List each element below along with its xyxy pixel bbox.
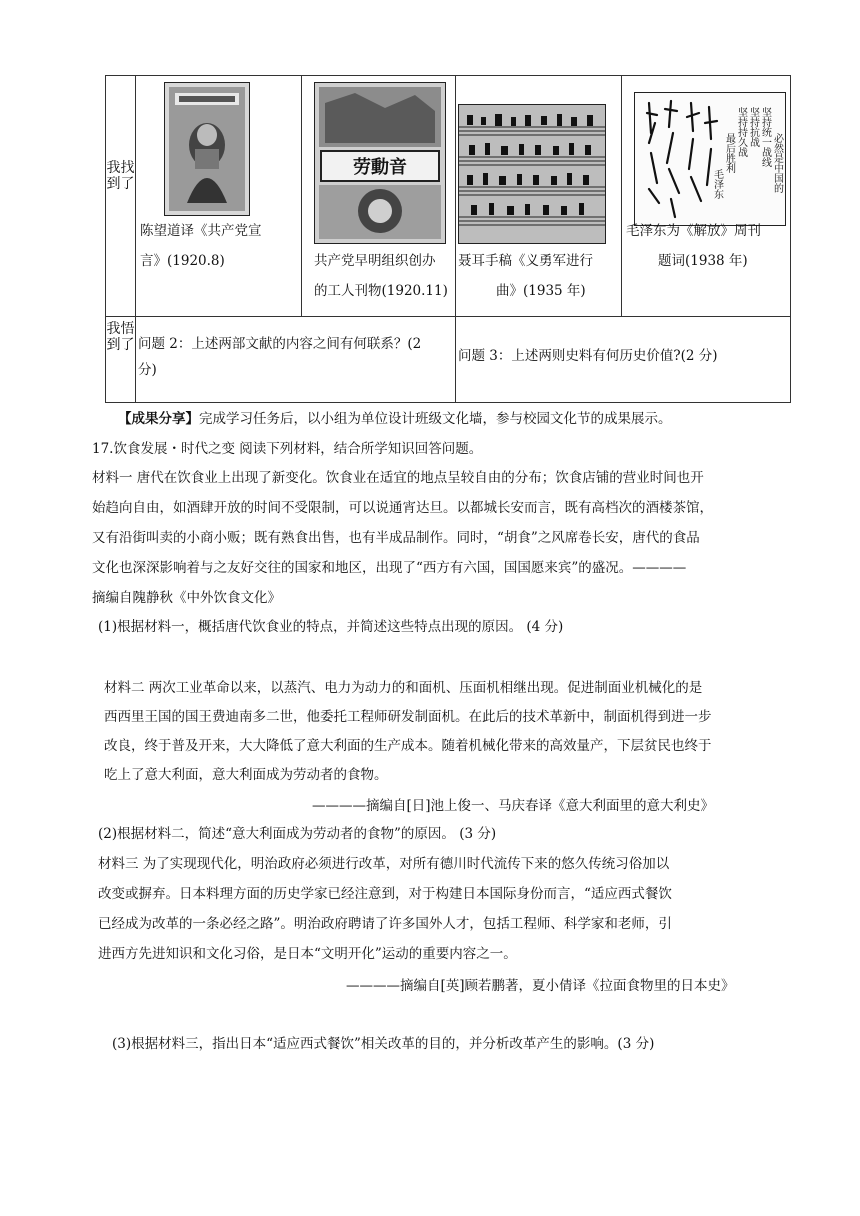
caption-march-line1: 聂耳手稿《义勇军进行 <box>458 253 593 269</box>
question-17-1: (1)根据材料一，概括唐代饮食业的特点，并简述这些特点出现的原因。 (4 分) <box>98 619 564 635</box>
question-3-cell <box>456 317 791 403</box>
inscription-text-5: 必然是中国的 <box>771 133 783 193</box>
material2-source: ————摘编自[日]池上俊一、马庆春译《意大利面里的意大利史》 <box>312 798 715 814</box>
material1-line3: 又有沿街叫卖的小商小贩；既有熟食出售，也有半成品制作。同时，“胡食”之风席卷长安，唐代的食品 <box>92 530 700 546</box>
question-2-line2: 分) <box>138 362 157 378</box>
material3-source: ————摘编自[英]顾若鹏著，夏小倩译《拉面食物里的日本史》 <box>346 978 735 994</box>
table-cell-manifesto <box>136 76 302 317</box>
material2-line1: 材料二 两次工业革命以来，以蒸汽、电力为动力的和面机、压面机相继出现。促进制面业机械化的是 <box>104 680 703 696</box>
caption-mao-line1: 毛泽东为《解放》周刊 <box>626 223 761 239</box>
source-table <box>105 75 791 403</box>
inscription-text-2: 坚持统一战线 <box>759 107 771 167</box>
labor-journal-title: 劳動音 <box>353 157 407 178</box>
row-label-realized: 我悟到了 <box>106 317 136 403</box>
caption-march-line2: 曲》(1935 年) <box>496 283 586 299</box>
material3-line4: 进西方先进知识和文化习俗，是日本“文明开化”运动的重要内容之一。 <box>98 946 517 962</box>
question-3-text: 问题 3：上述两则史料有何历史价值?(2 分) <box>458 348 718 364</box>
inscription-text-1: 坚持抗战 <box>747 107 759 147</box>
inscription-text-4: 最后胜利 <box>723 133 735 173</box>
inscription-text-3: 坚持持久战 <box>735 107 747 157</box>
material1-line4: 文化也深深影响着与之友好交往的国家和地区，出现了“西方有六国，国国愿来宾”的盛况。———— <box>92 560 687 576</box>
material1-line2: 始趋向自由，如酒肆开放的时间不受限制，可以说通宵达旦。以都城长安而言，既有高档次的酒楼茶馆， <box>92 500 713 516</box>
material2-line3: 改良，终于普及开来，大大降低了意大利面的生产成本。随着机械化带来的高效量产，下层贫民也终于 <box>104 738 712 754</box>
caption-manifesto-line1: 陈望道译《共产党宣 <box>140 223 262 239</box>
material3-line2: 改变或摒弃。日本料理方面的历史学家已经注意到，对于构建日本国际身份而言，“适应西式餐饮 <box>98 886 672 902</box>
q17-title: 17.饮食发展・时代之变 阅读下列材料，结合所学知识回答问题。 <box>92 441 483 457</box>
material1-source: 摘编自隗静秋《中外饮食文化》 <box>92 590 281 606</box>
material1-line1: 材料一 唐代在饮食业上出现了新变化。饮食业在适宜的地点呈较自由的分布；饮食店铺的营业时间也开 <box>92 470 704 486</box>
caption-manifesto-line2: 言》(1920.8) <box>140 253 225 269</box>
question-17-3: (3)根据材料三，指出日本“适应西式餐饮”相关改革的目的，并分析改革产生的影响。(3 分) <box>112 1036 655 1052</box>
manifesto-cover-image <box>164 82 250 216</box>
question-2-line1: 问题 2：上述两部文献的内容之间有何联系？(2 <box>138 336 422 352</box>
question-2-cell <box>136 317 456 403</box>
share-bracket: 【成果分享】 <box>118 411 199 427</box>
march-manuscript-image <box>458 104 606 244</box>
table-cell-labor-journal <box>302 76 456 317</box>
mao-inscription-image <box>634 92 786 226</box>
caption-labor-journal-line1: 共产党早明组织创办 <box>314 253 436 269</box>
material2-line2: 西西里王国的国王费迪南多二世，他委托工程师研发制面机。在此后的技术革新中，制面机得到进一步 <box>104 709 712 725</box>
question-17-2: (2)根据材料二，简述“意大利面成为劳动者的食物”的原因。 (3 分) <box>98 826 497 842</box>
table-cell-march-manuscript <box>456 76 622 317</box>
material3-line1: 材料三 为了实现现代化，明治政府必须进行改革，对所有德川时代流传下来的悠久传统习俗加以 <box>98 856 670 872</box>
labor-journal-cover-image <box>314 82 446 244</box>
share-text: 完成学习任务后，以小组为单位设计班级文化墙，参与校园文化节的成果展示。 <box>199 411 672 427</box>
row-label-found: 我找到了 <box>106 76 136 317</box>
share-line <box>118 405 672 433</box>
material3-line3: 已经成为改革的一条必经之路”。明治政府聘请了许多国外人才，包括工程师、科学家和老师，引 <box>98 916 672 932</box>
table-cell-mao-inscription <box>622 76 791 317</box>
material2-line4: 吃上了意大利面，意大利面成为劳动者的食物。 <box>104 767 388 783</box>
caption-mao-line2: 题词(1938 年) <box>658 253 748 269</box>
inscription-text-6: 毛泽东 <box>711 169 723 199</box>
caption-labor-journal-line2: 的工人刊物(1920.11) <box>314 283 448 299</box>
